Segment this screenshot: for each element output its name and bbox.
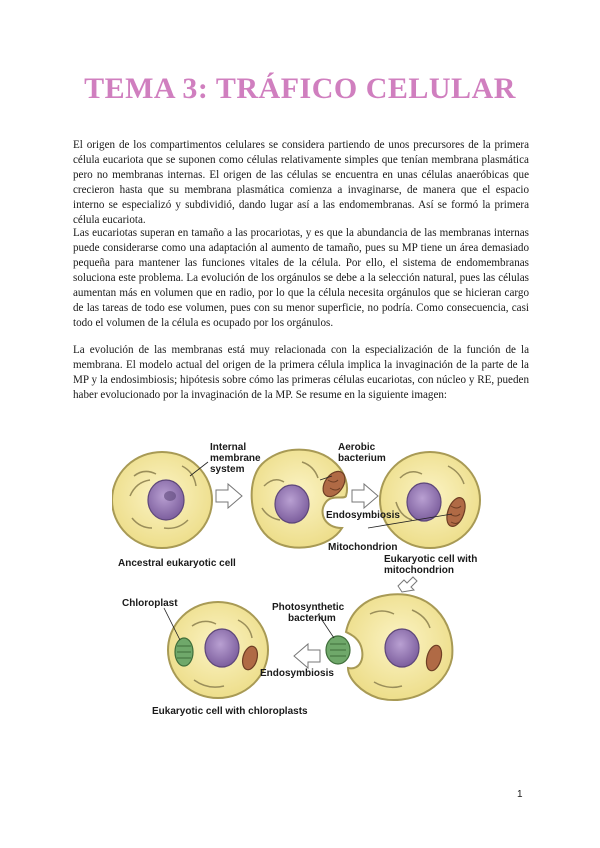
label-endosymbiosis-bottom: Endosymbiosis (260, 668, 334, 679)
chloroplast-organelle (175, 638, 193, 666)
paragraph-size: Las eucariotas superan en tamaño a las procariotas, y es que la abundancia de las membranas internas puede considerarse como una adaptación al aumento de tamaño, pues su MP tiene un área demasiado pequeña para mantener las funciones vitales de la célula. Por ello, el sistema de endomembranas soluciona este problema. La evolución de los orgánulos se debe a la selección natural, pues las células aumentan más en volumen que en radio, por lo que la célula necesita orgánulos que se hicieran cargo de las tareas de todo ese volumen, pues con su menor superficie, no podría. Como consecuencia, casi todo el volumen de la célula es ocupado por los orgánulos. (73, 227, 529, 329)
label-eukaryotic-chloroplasts: Eukaryotic cell with chloroplasts (152, 706, 308, 717)
label-aerobic-1: Aerobic (338, 442, 376, 453)
arrow-right-icon (216, 484, 242, 508)
photosynthetic-bacterium (326, 636, 350, 664)
engulfing-cell (252, 450, 350, 548)
paragraph-origin: El origen de los compartimentos celulares se considera partiendo de unos precursores de la primera célula eucariota que se suponen como células relativamente simples que tenían membrana plasmática pero no membranas internas. El origen de las células se encuentra en unas células anaeróbicas que crecieron hasta que su membrana plasmática comienza a invaginarse, de manera que el espacio interno se especializó y subdividió, dando lugar así a las endomembranas. Así se formó la primera célula eucariota. (73, 139, 529, 226)
page-title: TEMA 3: TRÁFICO CELULAR (84, 72, 516, 105)
label-eukaryotic-mito-1: Eukaryotic cell with (384, 554, 478, 565)
label-aerobic-2: bacterium (338, 453, 386, 464)
arrow-left-icon (294, 644, 320, 668)
mitochondrion-cell (380, 452, 480, 548)
endosymbiosis-figure (112, 436, 488, 722)
label-chloroplast: Chloroplast (122, 598, 178, 609)
paragraph-evolution: La evolución de las membranas está muy relacionada con la especialización de la función de la membrana. El modelo actual del origen de la primera célula implica la invaginación de la parte de la MP y la endosimbiosis; hipótesis sobre cómo las primeras células eucariotas, con núcleo y RE, pueden haber evolucionado por la invaginación de la MP. Se resume en la siguiente imagen: (73, 344, 529, 401)
chloroplast-cell (168, 602, 268, 698)
label-internal-membrane-1: Internal (210, 442, 247, 453)
label-ancestral-cell: Ancestral eukaryotic cell (118, 558, 236, 569)
label-internal-membrane-2: membrane (210, 453, 261, 464)
photosynthetic-engulfing-cell (326, 594, 452, 700)
ancestral-cell (112, 452, 212, 548)
label-eukaryotic-mito-2: mitochondrion (384, 565, 454, 576)
page-number: 1 (517, 789, 523, 800)
label-mitochondrion: Mitochondrion (328, 542, 398, 553)
label-photosynthetic-2: bacterium (288, 613, 336, 624)
label-photosynthetic-1: Photosynthetic (272, 602, 345, 613)
label-internal-membrane-3: system (210, 464, 245, 475)
arrow-down-icon (398, 577, 417, 592)
arrow-right-icon (352, 484, 378, 508)
label-endosymbiosis-top: Endosymbiosis (326, 510, 400, 521)
